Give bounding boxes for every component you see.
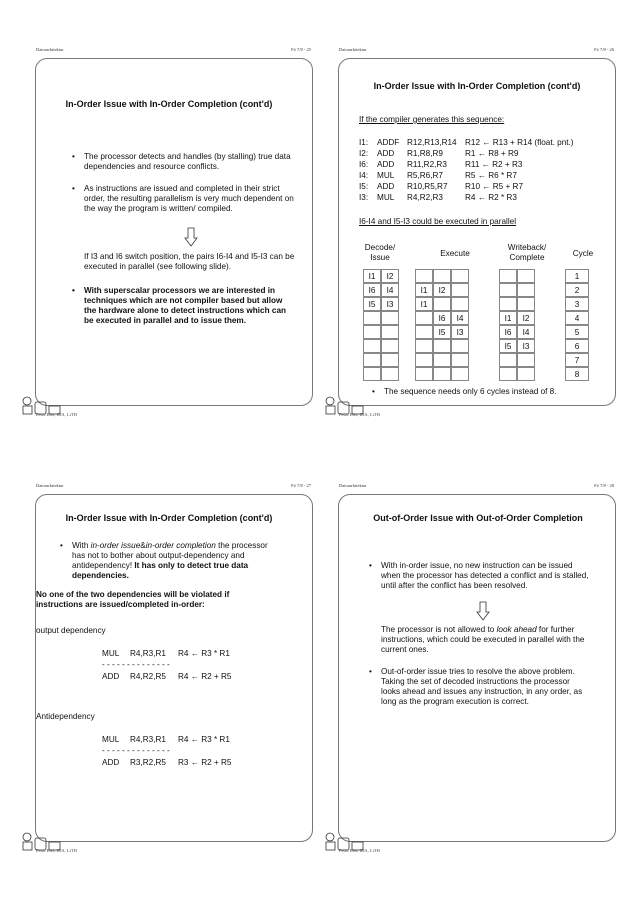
pipeline-cell [381, 325, 399, 339]
down-arrow-icon [184, 227, 198, 247]
pipeline-cell [433, 367, 451, 381]
operands: R1,R8,R9 [407, 149, 443, 158]
slide-header [18, 44, 317, 56]
pipeline-cell: I1 [363, 269, 381, 283]
label: I3: [359, 193, 369, 202]
label: I2: [359, 149, 369, 158]
header-page: Fö 7/8 - 26 [594, 47, 614, 52]
pipeline-cell [517, 269, 535, 283]
paragraph-look-ahead [381, 625, 591, 655]
slide-25 [18, 44, 317, 485]
pipeline-cell [433, 339, 451, 353]
opcode: ADD [377, 182, 395, 191]
operands: R4,R3,R1 [130, 649, 166, 658]
header-page: Fö 7/8 - 27 [291, 483, 311, 488]
p1-text: The processor is not allowed to [381, 625, 497, 634]
header-course: Datorarkitektur [339, 47, 367, 52]
ad-instr-1 [102, 735, 230, 744]
opcode: ADD [377, 149, 395, 158]
col-execute-header: Execute [440, 249, 470, 258]
semantic: R12 ← R13 + R14 (float. pnt.) [465, 138, 574, 147]
operands: R4,R3,R1 [130, 735, 166, 744]
pipeline-cell [517, 297, 535, 311]
col-decode-header: Decode/ Issue [364, 243, 396, 262]
slide-26 [321, 44, 620, 485]
slide-header [18, 480, 317, 492]
opcode: MUL [377, 193, 395, 202]
header-page: Fö 7/8 - 25 [291, 47, 311, 52]
pipeline-cell [451, 269, 469, 283]
pipeline-cell: I5 [499, 339, 517, 353]
pipeline-cell [433, 269, 451, 283]
semantic: R4 ← R3 * R1 [178, 649, 230, 658]
pipeline-cell [381, 367, 399, 381]
opcode: ADD [377, 160, 395, 169]
header-course: Datorarkitektur [339, 483, 367, 488]
pipeline-cell: I3 [381, 297, 399, 311]
pipeline-cell: I6 [433, 311, 451, 325]
bullet-1 [72, 541, 272, 581]
code-line [359, 181, 609, 192]
pipeline-cell: 2 [565, 283, 589, 297]
intro-text: If the compiler generates this sequence: [359, 115, 505, 124]
code-line [359, 159, 609, 170]
pipeline-cell [517, 283, 535, 297]
slide-title: In-Order Issue with In-Order Completion (cont'd) [65, 99, 273, 109]
slide-header [321, 480, 620, 492]
note-no-violation: No one of the two dependencies will be violated if instructions are issued/completed in-order: [36, 590, 230, 609]
b1-end: . [126, 571, 129, 580]
pipeline-cell [415, 339, 433, 353]
p1-text-2: for further instructions, which could be executed in parallel with the current ones. [381, 625, 585, 654]
pipeline-cell [381, 339, 399, 353]
label-output-dependency: output dependency [36, 626, 106, 635]
pipeline-cell [451, 297, 469, 311]
operands: R12,R13,R14 [407, 138, 457, 147]
pipeline-cell [517, 367, 535, 381]
header-course: Datorarkitektur [36, 47, 64, 52]
b1-issue: in-order issue [90, 541, 141, 550]
semantic: R5 ← R6 * R7 [465, 171, 517, 180]
b1-amp: & [140, 541, 146, 550]
operands: R5,R6,R7 [407, 171, 443, 180]
slide-footer: Petru Eles, IDA, LiTH [339, 848, 380, 853]
label: I6: [359, 160, 369, 169]
operands: R11,R2,R3 [407, 160, 447, 169]
semantic: R1 ← R8 + R9 [465, 149, 519, 158]
pipeline-cell [415, 325, 433, 339]
semantic: R4 ← R2 * R3 [465, 193, 517, 202]
bullet-1: • The processor detects and handles (by stalling) true data dependencies and resource conflicts. [84, 152, 294, 172]
pipeline-cell [381, 311, 399, 325]
operands: R10,R5,R7 [407, 182, 448, 191]
pipeline-cell [381, 353, 399, 367]
slide-header [321, 44, 620, 56]
pipeline-cell: I1 [415, 283, 433, 297]
pipeline-cell: I1 [499, 311, 517, 325]
pipeline-cell [415, 311, 433, 325]
operands: R3,R2,R5 [130, 758, 166, 767]
down-arrow-icon [476, 601, 490, 621]
pipeline-cell [363, 325, 381, 339]
pipeline-cell [517, 353, 535, 367]
pipeline-cell [363, 311, 381, 325]
pipeline-cell: 6 [565, 339, 589, 353]
pipeline-cell: 1 [565, 269, 589, 283]
pipeline-cell [499, 353, 517, 367]
pipeline-cell [415, 367, 433, 381]
col-writeback-header: Writeback/ Complete [507, 243, 547, 262]
pipeline-cell: I6 [499, 325, 517, 339]
pipeline-cell [451, 367, 469, 381]
pipeline-cell: I4 [451, 311, 469, 325]
operands: R4,R2,R3 [407, 193, 443, 202]
pipeline-cell [499, 367, 517, 381]
header-course: Datorarkitektur [36, 483, 64, 488]
b1-bold: It has only to detect true data dependencies [72, 561, 249, 580]
slide-frame [338, 494, 616, 842]
pipeline-cell: I2 [381, 269, 399, 283]
slide-frame [35, 58, 313, 406]
pipeline-cell: I1 [415, 297, 433, 311]
bullet-3: • With superscalar processors we are interested in techniques which are not compiler based but allow the hardware alone to detect instructions which can be executed in parallel and to issue them. [84, 286, 294, 326]
pipeline-cell: I5 [433, 325, 451, 339]
pipeline-cell: I6 [363, 283, 381, 297]
header-page: Fö 7/8 - 28 [594, 483, 614, 488]
pipeline-cell [433, 297, 451, 311]
slide-footer: Petru Eles, IDA, LiTH [339, 412, 380, 417]
op: ADD [102, 758, 120, 767]
slide-footer: Petru Eles, IDA, LiTH [36, 412, 77, 417]
pipeline-cell: I2 [433, 283, 451, 297]
label-antidependency: Antidependency [36, 712, 95, 721]
od-instr-1 [102, 649, 230, 658]
pipeline-cell: I4 [517, 325, 535, 339]
label: I4: [359, 171, 369, 180]
semantic: R4 ← R3 * R1 [178, 735, 230, 744]
opcode: ADDF [377, 138, 400, 147]
pipeline-cell [451, 339, 469, 353]
pipeline-cell: I5 [363, 297, 381, 311]
b1-text-2: the processor has not to bother about output-dependency and antidependency! [72, 541, 268, 570]
code-line [359, 170, 609, 181]
p1-look-ahead: look ahead [496, 625, 537, 634]
code-line [359, 148, 609, 159]
pipeline-cell: I2 [517, 311, 535, 325]
op: ADD [102, 672, 120, 681]
pipeline-cell: I3 [451, 325, 469, 339]
slide-frame [35, 494, 313, 842]
slide-title: In-Order Issue with In-Order Completion (cont'd) [65, 513, 273, 523]
semantic: R4 ← R2 + R5 [178, 672, 232, 681]
pipeline-cell: I3 [517, 339, 535, 353]
pipeline-cell [451, 283, 469, 297]
slide-frame [338, 58, 616, 406]
opcode: MUL [377, 171, 395, 180]
col-cycle-header: Cycle [572, 249, 594, 258]
pipeline-cell: 7 [565, 353, 589, 367]
pipeline-cell [433, 353, 451, 367]
pipeline-cell [415, 353, 433, 367]
pipeline-cell [499, 297, 517, 311]
label: I1: [359, 138, 369, 147]
pipeline-cell [363, 339, 381, 353]
bullet-2: • Out-of-order issue tries to resolve the above problem. Taking the set of decoded instructions the processor looks ahead and issues any instruction, in any order, as long as the program execution is correct. [381, 667, 591, 707]
pipeline-cell: 8 [565, 367, 589, 381]
pipeline-cell [415, 269, 433, 283]
instruction-sequence [359, 137, 609, 203]
slide-footer: Petru Eles, IDA, LiTH [36, 848, 77, 853]
pipeline-cell: I4 [381, 283, 399, 297]
slide-27 [18, 480, 317, 921]
semantic: R10 ← R5 + R7 [465, 182, 524, 191]
op: MUL [102, 649, 120, 658]
pipeline-cell: 5 [565, 325, 589, 339]
ad-instr-2 [102, 758, 231, 767]
bullet-cycles: • The sequence needs only 6 cycles instead of 8. [384, 387, 604, 397]
pipeline-cell [499, 269, 517, 283]
pipeline-cell [451, 353, 469, 367]
pipeline-cell [363, 353, 381, 367]
od-dashes: - - - - - - - - - - - - - - [102, 660, 170, 669]
pipeline-cell: 4 [565, 311, 589, 325]
b1-completion: in-order completion [145, 541, 216, 550]
b1-text: With [72, 541, 91, 550]
od-instr-2 [102, 672, 231, 681]
operands: R4,R2,R5 [130, 672, 166, 681]
code-line [359, 192, 609, 203]
paragraph-switch: If I3 and I6 switch position, the pairs I6-I4 and I5-I3 can be executed in parallel (see following slide). [84, 252, 295, 271]
pipeline-cell [363, 367, 381, 381]
slide-28 [321, 480, 620, 921]
pipeline-cell: 3 [565, 297, 589, 311]
slide-title: In-Order Issue with In-Order Completion (cont'd) [373, 81, 581, 91]
op: MUL [102, 735, 120, 744]
code-line [359, 137, 609, 148]
bullet-2: • As instructions are issued and completed in their strict order, the resulting parallelism is very much dependent on the way the program is written/ compiled. [84, 184, 294, 214]
bullet-1: • With in-order issue, no new instruction can be issued when the processor has detected a conflict and is stalled, until after the conflict has been resolved. [381, 561, 591, 591]
label: I5: [359, 182, 369, 191]
parallel-note: I6-I4 and I5-I3 could be executed in parallel [359, 217, 517, 226]
pipeline-cell [499, 283, 517, 297]
semantic: R3 ← R2 + R5 [178, 758, 232, 767]
ad-dashes: - - - - - - - - - - - - - - [102, 746, 170, 755]
slide-title: Out-of-Order Issue with Out-of-Order Completion [373, 513, 583, 523]
semantic: R11 ← R2 + R3 [465, 160, 523, 169]
